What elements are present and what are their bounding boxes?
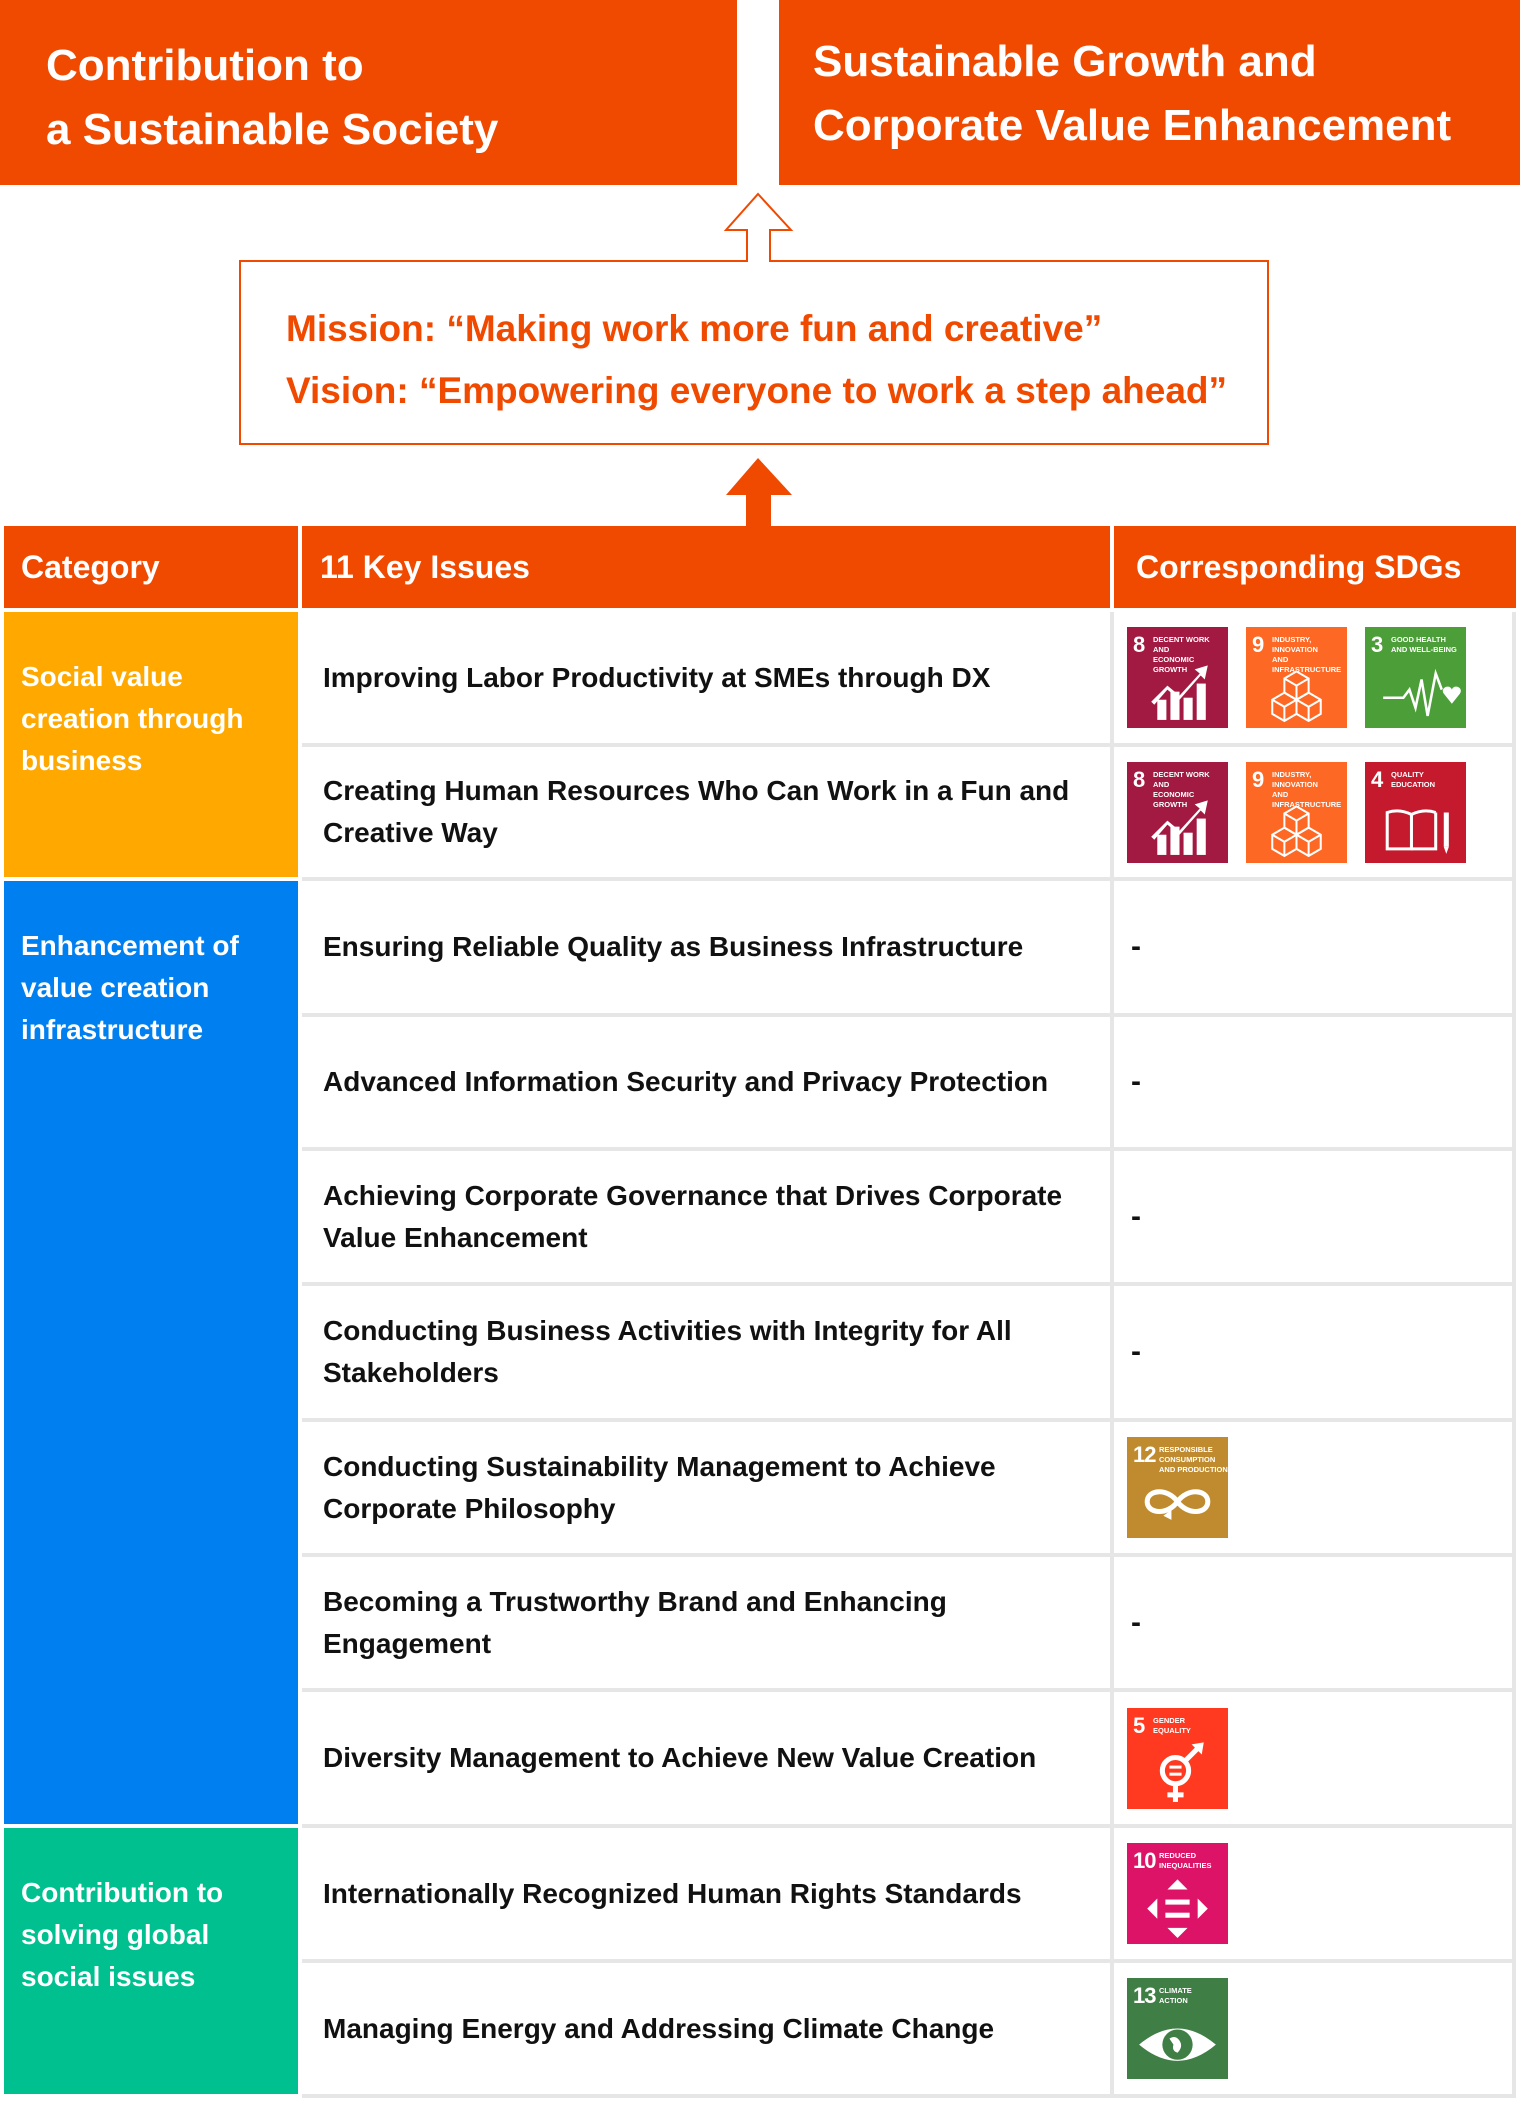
category-label-line: creation through bbox=[21, 703, 244, 734]
sdg-goal-13-tile bbox=[1127, 1978, 1228, 2079]
category-label-line: value creation bbox=[21, 972, 210, 1003]
key-issue-row bbox=[302, 1017, 1516, 1151]
key-issue-row bbox=[302, 612, 1516, 747]
sdg-goal-9-tile bbox=[1246, 627, 1347, 728]
sdg-goal-3-tile bbox=[1365, 627, 1466, 728]
sdg-label: CLIMATE ACTION bbox=[1159, 1986, 1192, 2005]
category-cell bbox=[4, 1828, 298, 2094]
sdg-label: INDUSTRY, INNOVATION AND INFRASTRUCTURE bbox=[1272, 769, 1342, 809]
no-sdg-dash: - bbox=[1131, 1199, 1141, 1233]
key-issue-text: Ensuring Reliable Quality as Business Infrastructure bbox=[323, 931, 1024, 962]
sdg-label: REDUCED INEQUALITIES bbox=[1159, 1851, 1212, 1870]
sdg-number: 9 bbox=[1252, 632, 1264, 657]
sdg-cell bbox=[1110, 881, 1516, 1013]
category-label-line: Enhancement of bbox=[21, 930, 239, 961]
key-issue-row bbox=[302, 1692, 1516, 1828]
key-issue-row bbox=[302, 1286, 1516, 1422]
category-label-line: Contribution to bbox=[21, 1877, 224, 1908]
category-label-line: infrastructure bbox=[21, 1014, 204, 1045]
sdg-cell bbox=[1110, 1286, 1516, 1418]
sdg-label: GENDER EQUALITY bbox=[1153, 1715, 1191, 1735]
key-issue-row bbox=[302, 881, 1516, 1017]
key-issue-text: Improving Labor Productivity at SMEs through DX bbox=[323, 661, 991, 693]
key-issue-row bbox=[302, 1963, 1516, 2098]
sdg-cell bbox=[1110, 1557, 1516, 1688]
sdg-cell bbox=[1110, 612, 1516, 743]
sdg-label: DECENT WORK AND ECONOMIC GROWTH bbox=[1153, 769, 1210, 809]
category-label-line: social issues bbox=[21, 1961, 196, 1992]
sdg-goal-8-tile bbox=[1127, 762, 1228, 863]
key-issue-text: Achieving Corporate Governance that Drives Corporate Value Enhancement bbox=[323, 1179, 1063, 1253]
key-issue-row bbox=[302, 1557, 1516, 1692]
sdg-label: QUALITY EDUCATION bbox=[1391, 769, 1436, 789]
goal-box-line: Corporate Value Enhancement bbox=[813, 101, 1452, 150]
solid-up-arrow-icon bbox=[0, 0, 1520, 530]
key-issue-row bbox=[302, 1151, 1516, 1286]
sdg-label: RESPONSIBLE CONSUMPTION AND PRODUCTION bbox=[1159, 1445, 1228, 1474]
vision-statement: Vision: “Empowering everyone to work a step ahead” bbox=[286, 370, 1228, 411]
sdg-goal-10-tile bbox=[1127, 1843, 1228, 1944]
goal-box-line: Contribution to bbox=[46, 41, 364, 90]
sdg-cell bbox=[1110, 1692, 1516, 1824]
sdg-label: GOOD HEALTH AND WELL-BEING bbox=[1391, 635, 1457, 654]
sdg-cell bbox=[1110, 1017, 1516, 1147]
goal-box-line: Sustainable Growth and bbox=[813, 37, 1317, 86]
sdg-cell bbox=[1110, 1963, 1516, 2094]
sdg-goal-4-tile bbox=[1365, 762, 1466, 863]
sdg-cell bbox=[1110, 1828, 1516, 1959]
category-cell bbox=[4, 612, 298, 877]
key-issue-text: Advanced Information Security and Privacy Protection bbox=[323, 1066, 1049, 1097]
sdg-goal-12-tile bbox=[1127, 1437, 1228, 1538]
category-label-line: solving global bbox=[21, 1919, 210, 1950]
key-issue-text: Creating Human Resources Who Can Work in a Fun and Creative Way bbox=[323, 775, 1070, 848]
sdg-number: 4 bbox=[1371, 766, 1383, 792]
sdg-cell bbox=[1110, 1422, 1516, 1553]
key-issue-row bbox=[302, 1828, 1516, 1963]
key-issue-text: Becoming a Trustworthy Brand and Enhancing Engagement bbox=[323, 1585, 947, 1659]
key-issue-row bbox=[302, 747, 1516, 881]
sdg-number: 5 bbox=[1133, 1712, 1145, 1738]
sdg-label: INDUSTRY, INNOVATION AND INFRASTRUCTURE bbox=[1272, 635, 1342, 674]
no-sdg-dash: - bbox=[1131, 930, 1141, 963]
category-label-line: Social value bbox=[21, 661, 183, 692]
no-sdg-dash: - bbox=[1131, 1065, 1141, 1098]
sdg-label: DECENT WORK AND ECONOMIC GROWTH bbox=[1153, 635, 1210, 674]
mission-statement: Mission: “Making work more fun and creative” bbox=[286, 308, 1103, 349]
sdg-number: 10 bbox=[1133, 1848, 1156, 1873]
sdg-goal-8-tile bbox=[1127, 627, 1228, 728]
sdg-number: 13 bbox=[1133, 1983, 1156, 2008]
sdg-number: 8 bbox=[1133, 632, 1145, 657]
category-label-line: business bbox=[21, 745, 143, 776]
key-issue-text: Internationally Recognized Human Rights Standards bbox=[323, 1877, 1022, 1909]
no-sdg-dash: - bbox=[1131, 1335, 1141, 1368]
sdg-number: 12 bbox=[1133, 1442, 1156, 1467]
category-cell bbox=[4, 881, 298, 1824]
sdg-goal-9-tile bbox=[1246, 762, 1347, 863]
sdg-goal-5-tile bbox=[1127, 1708, 1228, 1809]
header-category: Category bbox=[4, 526, 298, 608]
sdg-cell bbox=[1110, 1151, 1516, 1282]
header-key-issues: 11 Key Issues bbox=[302, 526, 1110, 608]
header-corresponding-sdgs: Corresponding SDGs bbox=[1114, 526, 1516, 608]
sdg-cell bbox=[1110, 747, 1516, 877]
key-issue-text: Managing Energy and Addressing Climate Change bbox=[323, 2012, 995, 2044]
sdg-number: 8 bbox=[1133, 766, 1145, 792]
key-issue-text: Conducting Business Activities with Integrity for All Stakeholders bbox=[323, 1315, 1012, 1388]
no-sdg-dash: - bbox=[1131, 1605, 1141, 1639]
sdg-number: 3 bbox=[1371, 632, 1383, 657]
key-issue-text: Diversity Management to Achieve New Value Creation bbox=[323, 1742, 1037, 1773]
sdg-number: 9 bbox=[1252, 766, 1264, 792]
key-issue-row bbox=[302, 1422, 1516, 1557]
goal-box-line: a Sustainable Society bbox=[46, 105, 499, 154]
key-issue-text: Conducting Sustainability Management to Achieve Corporate Philosophy bbox=[323, 1450, 996, 1524]
